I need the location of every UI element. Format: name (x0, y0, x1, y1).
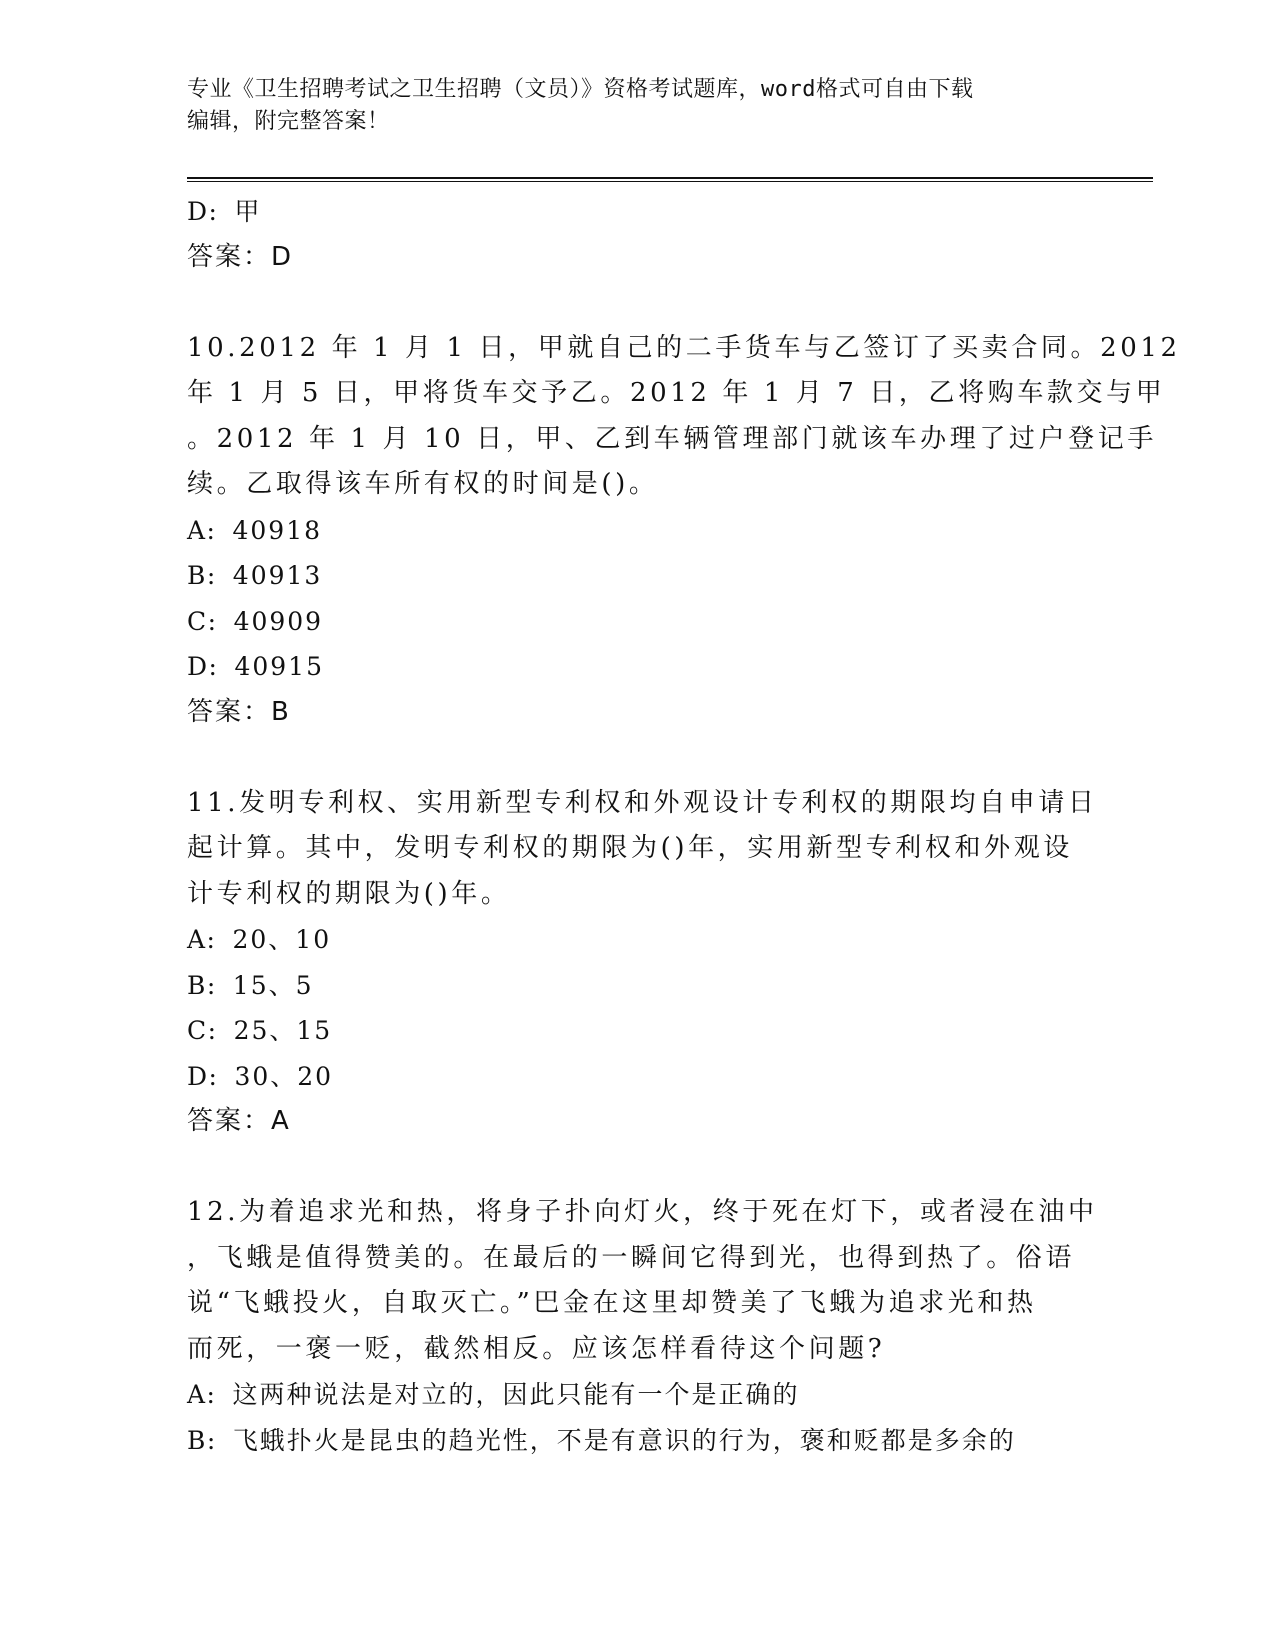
option-key: B: (187, 1425, 217, 1455)
question-stem-line: 11.发明专利权、实用新型专利权和外观设计专利权的期限均自申请日 (187, 787, 1098, 818)
spacer (187, 735, 1087, 781)
option-text: 40909 (233, 606, 324, 636)
option-key: D: (187, 197, 219, 226)
option-a (187, 1372, 1087, 1418)
option-text: 飞蛾扑火是昆虫的趋光性，不是有意识的行为，褒和贬都是多余的 (232, 1425, 1016, 1455)
answer: 答案：B (187, 696, 291, 727)
option-text: 这两种说法是对立的，因此只能有一个是正确的 (232, 1380, 800, 1409)
page-header (187, 74, 1067, 138)
option-key: C: (187, 606, 218, 636)
header-rule-thin (187, 181, 1153, 182)
question-stem-line: 起计算。其中，发明专利权的期限为()年，实用新型专利权和外观设 (187, 833, 1073, 863)
question-stem-line: 10.2012 年 1 月 1 日，甲就自己的二手货车与乙签订了买卖合同。2012 (187, 332, 1181, 363)
question-stem-line: 而死，一褒一贬，截然相反。应该怎样看待这个问题? (187, 1333, 886, 1364)
option-key: B: (187, 970, 217, 1000)
option-b (187, 963, 1087, 1009)
option-key: A: (187, 515, 217, 545)
option-text: 15、5 (232, 970, 314, 1000)
answer: 答案：A (187, 1106, 291, 1136)
option-key: A: (187, 925, 217, 954)
option-text: 40915 (234, 652, 324, 681)
question-stem-line: ，飞蛾是值得赞美的。在最后的一瞬间它得到光，也得到热了。俗语 (187, 1242, 1076, 1273)
option-d (187, 644, 1087, 690)
option-key: D: (187, 652, 219, 681)
header-rule-thick (187, 177, 1153, 179)
question-stem-line: 年 1 月 5 日，甲将货车交予乙。2012 年 1 月 7 日，乙将购车款交与甲 (187, 378, 1166, 408)
spacer (187, 280, 1087, 326)
option-a (187, 508, 1087, 554)
spacer (187, 1145, 1087, 1191)
option-a (187, 917, 1087, 963)
question-11 (187, 781, 1098, 1145)
option-key: D: (187, 1061, 219, 1091)
prev-option-d (187, 189, 1087, 235)
question-12 (187, 1190, 1098, 1463)
option-c (187, 1008, 1087, 1054)
header-line-2: 编辑，附完整答案！ (187, 109, 390, 134)
option-c (187, 599, 1087, 645)
header-line-1: 专业《卫生招聘考试之卫生招聘（文员）》资格考试题库，word格式可自由下载 (187, 77, 974, 102)
option-text: 25、15 (233, 1016, 333, 1045)
option-text: 20、10 (232, 925, 332, 954)
question-content (187, 189, 1181, 1463)
prev-answer: 答案：D (187, 241, 294, 272)
question-stem-line: 说“飞蛾投火，自取灭亡。”巴金在这里却赞美了飞蛾为追求光和热 (187, 1288, 1037, 1318)
option-text: 40913 (232, 561, 323, 590)
question-10 (187, 326, 1181, 736)
option-key: C: (187, 1016, 218, 1045)
option-text: 40918 (232, 515, 323, 545)
question-stem-line: 12.为着追求光和热，将身子扑向灯火，终于死在灯下，或者浸在油中 (187, 1197, 1098, 1227)
option-text: 甲 (234, 197, 262, 226)
option-key: B: (187, 561, 217, 590)
option-b (187, 553, 1087, 599)
option-d (187, 1054, 1087, 1100)
question-stem-line: 续。乙取得该车所有权的时间是()。 (187, 469, 659, 499)
option-b (187, 1418, 1087, 1464)
question-stem-line: 。2012 年 1 月 10 日，甲、乙到车辆管理部门就该车办理了过户登记手 (187, 423, 1157, 454)
option-text: 30、20 (234, 1061, 334, 1091)
option-key: A: (187, 1380, 217, 1409)
question-stem-line: 计专利权的期限为()年。 (187, 878, 511, 909)
